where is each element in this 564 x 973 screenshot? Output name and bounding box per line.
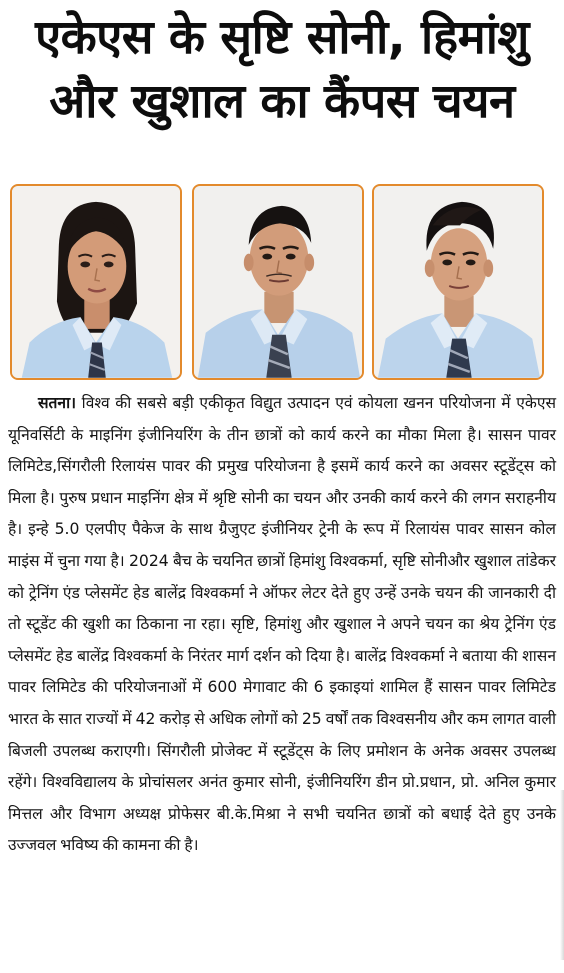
photo-srishti: [10, 184, 182, 380]
article-text: विश्व की सबसे बड़ी एकीकृत विद्युत उत्पादन एवं कोयला खनन परियोजना में एकेएस यूनिवर्सिटी के माइनिंग इंजीनियरिंग के तीन छात्रों को कार्य करने का मौका मिला है। सासन पावर लिमिटेड,सिंगरौली रिलायंस पावर की प्रमुख परियोजना है इसमें कार्य करने का अवसर स्टूडेंट्स को मिला है। पुरुष प्रधान माइनिंग क्षेत्र में श्रृष्टि सोनी का चयन और उनकी कार्य करने की लगन सराहनीय है। इन्हे 5.0 एलपीए पैकेज के साथ ग्रैजुएट इंजीनियर ट्रेनी के रूप में रिलायंस पावर सासन कोल माइंस में चुना गया है। 2024 बैच के चयनित छात्रों हिमांशु विश्वकर्मा, सृष्टि सोनीऔर खुशाल तांडेकर को ट्रेनिंग एंड प्लेसमेंट हेड बालेंद्र विश्वकर्मा ने ऑफर लेटर देते हुए उन्हें उनके चयन की जानकारी दी तो स्टूडेंट की खुशी का ठिकाना ना रहा। सृष्टि, हिमांशु और खुशाल ने अपने चयन का श्रेय ट्रेनिंग एंड प्लेसमेंट हेड बालेंद्र विश्वकर्मा के निरंतर मार्ग दर्शन को दिया है। बालेंद्र विश्वकर्मा ने बताया की शासन पावर लिमिटेड की परियोजनाओं में 600 मेगावाट की 6 इकाइयां शामिल हैं सासन पावर लिमिटेड भारत के सात राज्यों में 42 करोड़ से अधिक लोगों को 25 वर्षों तक विश्वसनीय और कम लागत वाली बिजली उपलब्ध कराएगी। सिंगरौली प्रोजेक्ट में स्टूडेंट्स के लिए प्रमोशन के अनेक अवसर उपलब्ध रहेंगे। विश्वविद्यालय के प्रोचांसलर अनंत कुमार सोनी, इंजीनियरिंग डीन प्रो.प्रधान, प्रो. अनिल कुमार मित्तल और विभाग अध्यक्ष प्रोफेसर बी.के.मिश्रा ने सभी चयनित छात्रों को बधाई देते हुए उनके उज्जवल भविष्य की कामना की है।: [8, 394, 556, 855]
photo-row: [10, 184, 552, 382]
page-fold-shadow: [560, 790, 564, 960]
article-body: [8, 388, 556, 862]
headline-line-1: एकेएस के सृष्टि सोनी, हिमांशु: [35, 10, 529, 65]
headline-line-2: और खुशाल का कैंपस चयन: [49, 74, 515, 129]
dateline: सतना।: [38, 394, 77, 412]
male-portrait-image: [194, 186, 362, 378]
photo-himanshu: [192, 184, 364, 380]
male-portrait-image: [374, 186, 542, 378]
photo-khushal: [372, 184, 544, 380]
female-portrait-image: [12, 186, 180, 378]
headline: [6, 6, 558, 134]
